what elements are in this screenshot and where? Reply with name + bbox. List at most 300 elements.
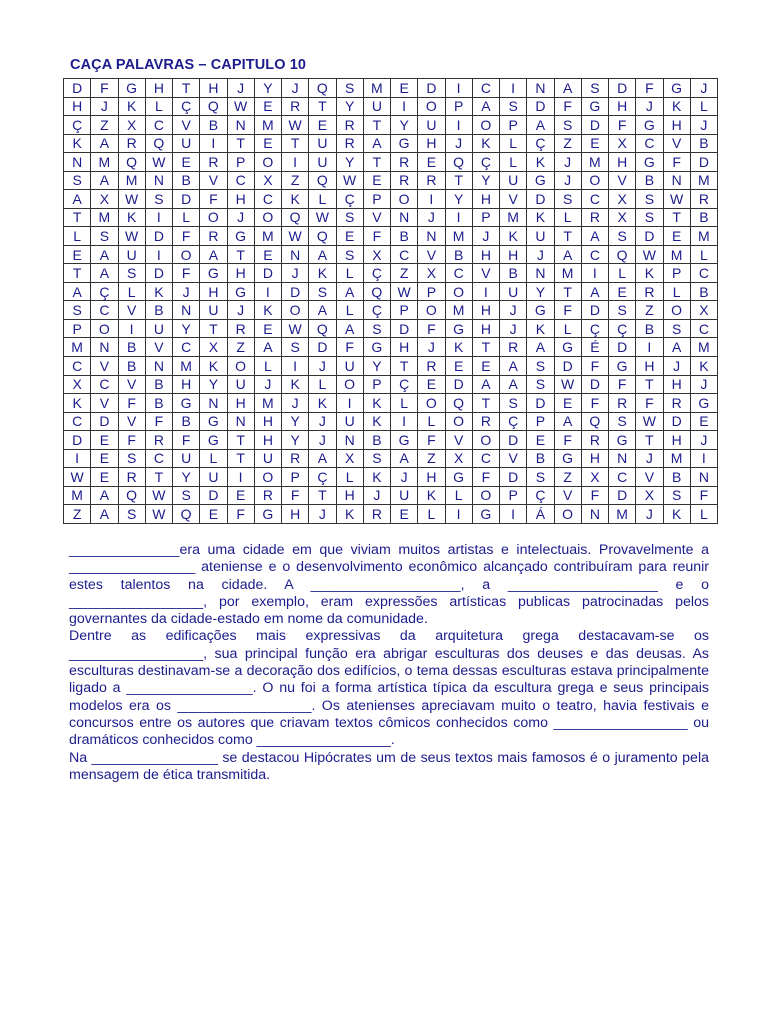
grid-cell: M <box>254 116 281 135</box>
grid-cell: F <box>609 375 636 394</box>
grid-cell: M <box>445 301 472 320</box>
grid-cell: X <box>64 375 91 394</box>
grid-cell: B <box>690 208 717 227</box>
grid-cell: G <box>254 505 281 524</box>
grid-row <box>64 134 718 153</box>
grid-cell: K <box>500 227 527 246</box>
grid-cell: Z <box>418 449 445 468</box>
fill-in-text <box>69 542 709 784</box>
grid-cell: A <box>91 264 118 283</box>
grid-cell: I <box>336 394 363 413</box>
grid-cell: S <box>145 190 172 209</box>
grid-cell: W <box>227 97 254 116</box>
grid-cell: A <box>309 245 336 264</box>
grid-cell: A <box>554 245 581 264</box>
grid-cell: R <box>254 486 281 505</box>
grid-cell: S <box>500 394 527 413</box>
grid-cell: X <box>609 134 636 153</box>
grid-cell: A <box>581 227 608 246</box>
grid-cell: C <box>91 375 118 394</box>
grid-cell: X <box>609 208 636 227</box>
grid-cell: E <box>418 153 445 172</box>
grid-cell: R <box>500 338 527 357</box>
grid-cell: F <box>336 338 363 357</box>
grid-cell: A <box>336 319 363 338</box>
grid-cell: V <box>91 394 118 413</box>
grid-cell: B <box>500 264 527 283</box>
grid-cell: Q <box>118 486 145 505</box>
grid-cell: N <box>145 171 172 190</box>
grid-cell: S <box>309 282 336 301</box>
grid-cell: L <box>690 505 717 524</box>
grid-cell: V <box>418 245 445 264</box>
grid-cell: W <box>145 486 172 505</box>
grid-cell: J <box>309 412 336 431</box>
grid-cell: D <box>418 79 445 98</box>
grid-cell: K <box>636 264 663 283</box>
grid-cell: A <box>663 338 690 357</box>
grid-cell: A <box>254 338 281 357</box>
grid-cell: V <box>663 134 690 153</box>
grid-cell: S <box>64 171 91 190</box>
grid-cell: D <box>581 301 608 320</box>
grid-cell: G <box>118 79 145 98</box>
grid-cell: B <box>118 338 145 357</box>
grid-cell: G <box>200 412 227 431</box>
grid-cell: T <box>636 431 663 450</box>
grid-cell: G <box>690 394 717 413</box>
grid-cell: T <box>663 208 690 227</box>
grid-cell: H <box>200 282 227 301</box>
grid-cell: N <box>227 116 254 135</box>
grid-cell: O <box>227 356 254 375</box>
grid-cell: T <box>227 245 254 264</box>
grid-cell: K <box>64 394 91 413</box>
grid-cell: C <box>64 412 91 431</box>
grid-cell: G <box>663 79 690 98</box>
grid-cell: F <box>554 97 581 116</box>
word-search-grid <box>63 78 718 524</box>
grid-cell: D <box>554 356 581 375</box>
grid-cell: Y <box>336 153 363 172</box>
grid-cell: U <box>527 227 554 246</box>
grid-cell: Ç <box>527 486 554 505</box>
grid-cell: F <box>581 394 608 413</box>
grid-cell: F <box>636 79 663 98</box>
grid-row <box>64 190 718 209</box>
grid-cell: A <box>391 449 418 468</box>
grid-row <box>64 245 718 264</box>
grid-cell: C <box>690 319 717 338</box>
grid-row <box>64 97 718 116</box>
grid-cell: T <box>363 153 390 172</box>
grid-cell: G <box>391 431 418 450</box>
grid-cell: O <box>472 116 499 135</box>
grid-cell: E <box>91 449 118 468</box>
grid-cell: H <box>200 79 227 98</box>
grid-cell: I <box>200 134 227 153</box>
grid-cell: A <box>554 412 581 431</box>
grid-cell: K <box>282 190 309 209</box>
paragraph-2: Dentre as edificações mais expressivas da arquitetura grega destacavam-se os _________________, sua principal função era abrigar esculturas dos deuses e das deusas. As esculturas destinavam-se a decoração dos edifícios, o tema dessas esculturas estava principalmente ligado a ________________. O nu foi a forma artística típica da escultura grega e seus principais modelos era os _________________. Os atenienses apreciavam muito o teatro, havia festivais e concursos entre os autores que criavam textos cômicos conhecidos como _________________ ou dramáticos conhecidos como _________________. <box>69 628 709 749</box>
grid-cell: R <box>227 319 254 338</box>
grid-cell: D <box>609 79 636 98</box>
grid-cell: Q <box>609 245 636 264</box>
grid-cell: E <box>472 356 499 375</box>
grid-cell: W <box>118 190 145 209</box>
grid-cell: S <box>282 338 309 357</box>
grid-cell: I <box>282 356 309 375</box>
grid-cell: A <box>91 245 118 264</box>
grid-cell: T <box>363 116 390 135</box>
grid-cell: J <box>309 356 336 375</box>
grid-cell: N <box>609 449 636 468</box>
grid-cell: M <box>91 153 118 172</box>
grid-cell: M <box>254 227 281 246</box>
paragraph-3: Na ________________ se destacou Hipócrates um de seus textos mais famosos é o juramento pela mensagem de ética transmitida. <box>69 749 709 783</box>
grid-cell: D <box>145 227 172 246</box>
grid-cell: B <box>145 375 172 394</box>
grid-cell: M <box>690 338 717 357</box>
grid-cell: E <box>173 153 200 172</box>
grid-cell: V <box>118 375 145 394</box>
grid-cell: O <box>391 190 418 209</box>
grid-cell: U <box>227 375 254 394</box>
grid-cell: J <box>91 97 118 116</box>
grid-cell: E <box>363 171 390 190</box>
grid-cell: E <box>336 227 363 246</box>
grid-cell: Ç <box>363 264 390 283</box>
grid-cell: D <box>527 97 554 116</box>
grid-cell: D <box>690 153 717 172</box>
grid-cell: I <box>500 79 527 98</box>
grid-cell: Q <box>445 394 472 413</box>
grid-cell: L <box>64 227 91 246</box>
grid-row <box>64 301 718 320</box>
grid-cell: F <box>418 319 445 338</box>
grid-cell: B <box>173 171 200 190</box>
grid-cell: G <box>227 227 254 246</box>
grid-cell: I <box>418 190 445 209</box>
grid-cell: J <box>309 431 336 450</box>
grid-cell: O <box>91 319 118 338</box>
grid-cell: A <box>91 486 118 505</box>
grid-cell: J <box>227 208 254 227</box>
grid-cell: A <box>500 375 527 394</box>
grid-cell: Y <box>173 468 200 487</box>
grid-cell: X <box>445 449 472 468</box>
grid-row <box>64 171 718 190</box>
grid-cell: I <box>145 208 172 227</box>
grid-cell: V <box>445 431 472 450</box>
grid-cell: T <box>636 375 663 394</box>
grid-cell: I <box>445 505 472 524</box>
grid-cell: M <box>363 79 390 98</box>
grid-cell: Z <box>391 264 418 283</box>
grid-cell: H <box>418 134 445 153</box>
grid-cell: Z <box>554 134 581 153</box>
grid-cell: C <box>391 245 418 264</box>
grid-cell: G <box>636 153 663 172</box>
grid-cell: N <box>663 171 690 190</box>
grid-cell: S <box>609 301 636 320</box>
grid-row <box>64 79 718 98</box>
grid-cell: U <box>173 134 200 153</box>
grid-cell: J <box>282 394 309 413</box>
grid-cell: X <box>363 245 390 264</box>
grid-cell: I <box>445 116 472 135</box>
grid-cell: Ç <box>64 116 91 135</box>
grid-cell: H <box>227 264 254 283</box>
grid-cell: V <box>500 190 527 209</box>
grid-cell: D <box>445 375 472 394</box>
grid-cell: N <box>200 394 227 413</box>
grid-cell: U <box>418 116 445 135</box>
grid-cell: D <box>64 79 91 98</box>
grid-cell: S <box>527 468 554 487</box>
grid-cell: T <box>309 97 336 116</box>
grid-cell: S <box>336 79 363 98</box>
grid-cell: B <box>145 394 172 413</box>
grid-cell: X <box>418 264 445 283</box>
grid-cell: Ç <box>363 301 390 320</box>
grid-cell: C <box>472 449 499 468</box>
grid-cell: N <box>336 431 363 450</box>
grid-cell: F <box>173 264 200 283</box>
grid-cell: O <box>418 301 445 320</box>
grid-cell: D <box>254 264 281 283</box>
grid-cell: H <box>64 97 91 116</box>
grid-row <box>64 468 718 487</box>
grid-cell: M <box>663 449 690 468</box>
grid-cell: D <box>173 190 200 209</box>
grid-cell: K <box>663 505 690 524</box>
grid-cell: G <box>227 282 254 301</box>
grid-cell: G <box>472 505 499 524</box>
grid-cell: W <box>64 468 91 487</box>
grid-cell: K <box>527 319 554 338</box>
grid-cell: U <box>309 134 336 153</box>
grid-cell: R <box>200 153 227 172</box>
grid-cell: J <box>418 338 445 357</box>
grid-cell: O <box>445 412 472 431</box>
grid-cell: L <box>445 486 472 505</box>
grid-cell: F <box>91 79 118 98</box>
grid-cell: I <box>64 449 91 468</box>
grid-cell: J <box>282 264 309 283</box>
grid-cell: M <box>118 171 145 190</box>
grid-cell: E <box>391 79 418 98</box>
grid-cell: J <box>636 449 663 468</box>
grid-cell: U <box>336 356 363 375</box>
grid-cell: C <box>690 264 717 283</box>
grid-cell: W <box>636 412 663 431</box>
grid-cell: A <box>581 282 608 301</box>
grid-cell: F <box>581 486 608 505</box>
grid-cell: D <box>282 282 309 301</box>
grid-cell: P <box>472 208 499 227</box>
grid-cell: U <box>309 153 336 172</box>
grid-cell: A <box>64 282 91 301</box>
grid-cell: U <box>363 97 390 116</box>
grid-cell: E <box>254 245 281 264</box>
grid-cell: L <box>254 356 281 375</box>
grid-cell: G <box>445 319 472 338</box>
grid-cell: Q <box>309 79 336 98</box>
grid-cell: T <box>472 394 499 413</box>
grid-cell: D <box>527 190 554 209</box>
grid-cell: E <box>254 97 281 116</box>
grid-cell: N <box>173 301 200 320</box>
grid-cell: R <box>418 171 445 190</box>
grid-cell: D <box>145 264 172 283</box>
grid-cell: T <box>200 319 227 338</box>
grid-cell: F <box>118 394 145 413</box>
grid-cell: P <box>227 153 254 172</box>
grid-cell: K <box>336 505 363 524</box>
grid-cell: A <box>309 449 336 468</box>
grid-cell: N <box>282 245 309 264</box>
grid-cell: M <box>690 227 717 246</box>
grid-cell: G <box>173 394 200 413</box>
grid-cell: C <box>64 356 91 375</box>
grid-cell: Q <box>118 153 145 172</box>
grid-row <box>64 264 718 283</box>
grid-cell: D <box>609 338 636 357</box>
grid-cell: Y <box>336 97 363 116</box>
grid-cell: X <box>118 116 145 135</box>
grid-cell: I <box>636 338 663 357</box>
grid-cell: A <box>91 505 118 524</box>
grid-cell: E <box>527 431 554 450</box>
grid-cell: S <box>336 245 363 264</box>
grid-cell: B <box>363 431 390 450</box>
grid-cell: G <box>363 338 390 357</box>
grid-cell: A <box>363 134 390 153</box>
grid-cell: U <box>173 449 200 468</box>
grid-cell: J <box>500 319 527 338</box>
grid-cell: Q <box>363 282 390 301</box>
grid-cell: C <box>227 171 254 190</box>
grid-cell: R <box>609 394 636 413</box>
grid-cell: J <box>254 375 281 394</box>
grid-cell: U <box>200 301 227 320</box>
grid-cell: H <box>391 338 418 357</box>
grid-cell: Q <box>445 153 472 172</box>
grid-cell: T <box>282 134 309 153</box>
grid-cell: Q <box>581 412 608 431</box>
grid-cell: G <box>527 171 554 190</box>
grid-cell: T <box>145 468 172 487</box>
grid-cell: Ç <box>500 412 527 431</box>
grid-cell: S <box>663 319 690 338</box>
grid-cell: R <box>418 356 445 375</box>
grid-cell: P <box>363 190 390 209</box>
grid-row <box>64 116 718 135</box>
grid-cell: O <box>254 153 281 172</box>
grid-cell: N <box>690 468 717 487</box>
grid-cell: K <box>527 208 554 227</box>
grid-cell: J <box>173 282 200 301</box>
grid-cell: N <box>227 412 254 431</box>
grid-cell: P <box>391 301 418 320</box>
grid-cell: Q <box>309 227 336 246</box>
grid-cell: G <box>391 134 418 153</box>
grid-cell: S <box>363 449 390 468</box>
grid-row <box>64 356 718 375</box>
grid-cell: N <box>581 505 608 524</box>
grid-cell: L <box>391 394 418 413</box>
grid-cell: C <box>145 449 172 468</box>
grid-cell: R <box>663 394 690 413</box>
grid-cell: H <box>336 486 363 505</box>
grid-cell: R <box>282 97 309 116</box>
grid-cell: B <box>118 356 145 375</box>
grid-cell: Y <box>363 356 390 375</box>
grid-cell: G <box>554 338 581 357</box>
grid-cell: V <box>554 486 581 505</box>
grid-cell: N <box>64 153 91 172</box>
grid-cell: M <box>254 394 281 413</box>
grid-cell: L <box>336 264 363 283</box>
grid-cell: B <box>173 412 200 431</box>
grid-cell: A <box>64 190 91 209</box>
grid-row <box>64 505 718 524</box>
grid-cell: F <box>282 486 309 505</box>
grid-cell: F <box>363 227 390 246</box>
grid-cell: K <box>527 153 554 172</box>
grid-cell: D <box>663 412 690 431</box>
grid-cell: C <box>581 190 608 209</box>
grid-cell: G <box>636 116 663 135</box>
grid-cell: M <box>581 153 608 172</box>
grid-cell: H <box>609 97 636 116</box>
grid-cell: O <box>472 486 499 505</box>
grid-cell: S <box>663 486 690 505</box>
grid-cell: D <box>636 227 663 246</box>
grid-row <box>64 412 718 431</box>
grid-cell: Ç <box>391 375 418 394</box>
grid-cell: P <box>64 319 91 338</box>
grid-cell: Z <box>91 116 118 135</box>
grid-cell: W <box>282 116 309 135</box>
grid-cell: M <box>500 208 527 227</box>
grid-cell: Q <box>309 171 336 190</box>
grid-cell: B <box>636 171 663 190</box>
grid-cell: W <box>663 190 690 209</box>
grid-cell: K <box>145 282 172 301</box>
grid-cell: F <box>418 431 445 450</box>
grid-cell: O <box>445 282 472 301</box>
grid-cell: R <box>581 208 608 227</box>
grid-cell: V <box>636 468 663 487</box>
grid-cell: Y <box>200 375 227 394</box>
grid-cell: V <box>173 116 200 135</box>
grid-cell: H <box>500 245 527 264</box>
grid-cell: J <box>554 171 581 190</box>
grid-cell: P <box>527 412 554 431</box>
grid-cell: G <box>609 431 636 450</box>
grid-cell: S <box>609 227 636 246</box>
grid-cell: S <box>636 190 663 209</box>
grid-cell: E <box>254 134 281 153</box>
grid-cell: L <box>663 282 690 301</box>
grid-cell: Ç <box>581 319 608 338</box>
grid-cell: E <box>64 245 91 264</box>
grid-cell: I <box>500 505 527 524</box>
grid-cell: A <box>91 134 118 153</box>
grid-cell: T <box>391 356 418 375</box>
